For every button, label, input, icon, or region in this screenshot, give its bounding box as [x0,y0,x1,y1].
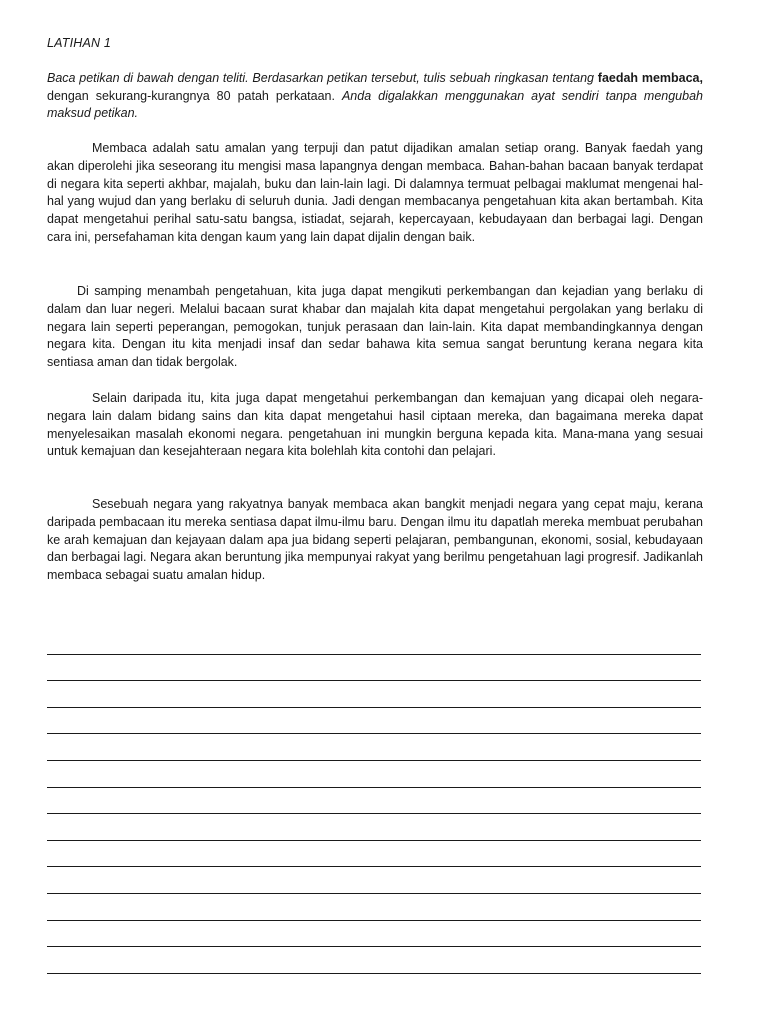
answer-line-3[interactable] [47,681,701,708]
answer-line-1[interactable] [47,628,701,655]
answer-lines [47,628,701,974]
instruction-topic: faedah membaca, [597,71,703,85]
answer-line-4[interactable] [47,708,701,735]
instruction-part-2: dengan sekurang-kurangnya 80 patah perkataan. [47,88,335,103]
answer-line-9[interactable] [47,841,701,868]
passage-paragraph-4: Sesebuah negara yang rakyatnya banyak membaca akan bangkit menjadi negara yang cepat maju, kerana daripada pembacaan itu mereka sentiasa dapat ilmu-ilmu baru. Dengan ilmu itu dapatlah mereka membuat perubahan ke arah kemajuan dan kejayaan dalam apa jua bidang seperti pelajaran, pembangunan, ekonomi, sosial, kebudayaan dan berbagai lagi. Negara akan beruntung jika mempunyai rakyat yang berilmu pengetahuan lagi progresif. Jadikanlah membaca sebagai suatu amalan hidup. [47,497,703,583]
passage-paragraph-1: Membaca adalah satu amalan yang terpuji dan patut dijadikan amalan setiap orang. Banyak faedah yang akan diperolehi jika seseorang itu mengisi masa lapangnya dengan membaca. Bahan-bahan bacaan banyak terdapat di negara kita seperti akhbar, majalah, buku dan lain-lain lagi. Di dalamnya termuat pelbagai maklumat mengenai hal-hal yang wujud dan yang berlaku di seluruh dunia. Jadi dengan membacanya pengetahuan kita akan bertambah. Kita dapat mengetahui perihal satu-satu bangsa, istiadat, sejarah, kepercayaan, kebudayaan dan berbagai lagi. Dengan cara ini, persefahaman kita dengan kaum yang lain dapat dijalin dengan baik. [47,141,703,244]
instruction-text [47,70,703,123]
answer-line-5[interactable] [47,734,701,761]
answer-line-2[interactable] [47,655,701,682]
answer-line-8[interactable] [47,814,701,841]
answer-line-7[interactable] [47,788,701,815]
answer-line-10[interactable] [47,867,701,894]
exercise-title: LATIHAN 1 [47,36,112,50]
answer-line-11[interactable] [47,894,701,921]
instruction-part-3: Anda digalakkan menggunakan ayat sendiri tanpa mengubah maksud petikan. [47,88,703,120]
instruction-part-1: Baca petikan di bawah dengan teliti. Berdasarkan petikan tersebut, tulis sebuah ringkasan tentang [47,71,594,85]
answer-line-12[interactable] [47,921,701,948]
passage-paragraph-2: Di samping menambah pengetahuan, kita juga dapat mengikuti perkembangan dan kejadian yang berlaku di dalam dan luar negeri. Melalui bacaan surat khabar dan majalah kita dapat mengetahui pergolakan yang berlaku di negara lain seperti peperangan, pemogokan, tunjuk perasaan dan lain-lain. Kita dapat membandingkannya dengan negara kita. Dengan itu kita menjadi insaf dan sedar bahawa kita semua sangat beruntung kerana negara kita sentiasa aman dan tidak bergolak. [47,284,703,370]
answer-line-6[interactable] [47,761,701,788]
answer-line-13[interactable] [47,947,701,974]
passage-paragraph-3: Selain daripada itu, kita juga dapat mengetahui perkembangan dan kemajuan yang dicapai oleh negara-negara lain dalam bidang sains dan kita dapat mengetahui hasil ciptaan mereka, dan bagaimana mereka dapat menyelesaikan masalah ekonomi negara. pengetahuan ini mungkin berguna kepada kita. Mana-mana yang sesuai untuk kemajuan dan kesejahteraan negara kita bolehlah kita contohi dan pelajari. [47,391,703,459]
